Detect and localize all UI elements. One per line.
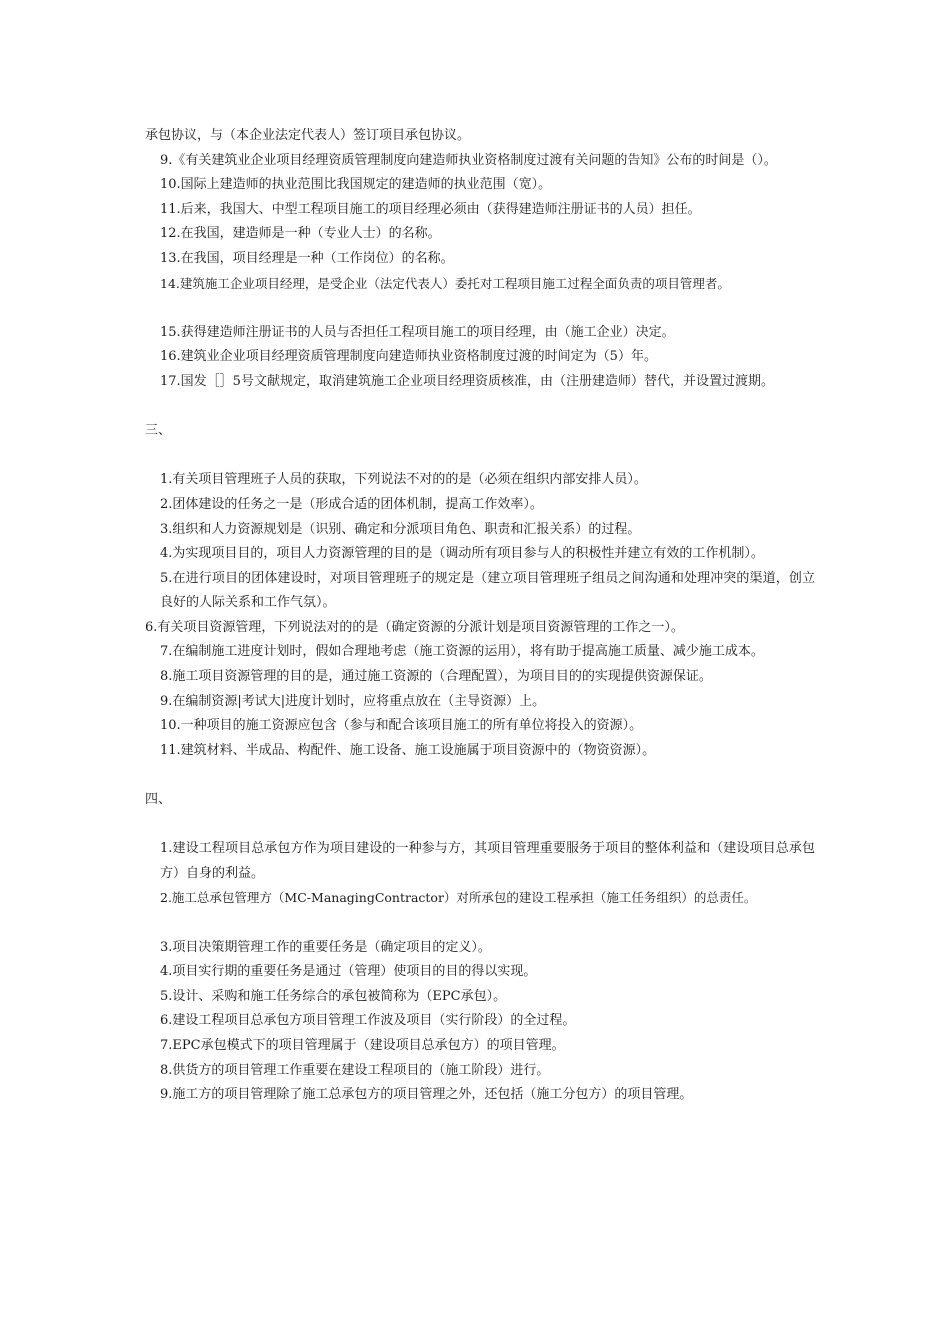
list-item: 2.施工总承包管理方（MC-ManagingContractor）对所承包的建设工程承担（施工任务组织）的总责任。: [160, 890, 757, 906]
list-item: 4.项目实行期的重要任务是通过（管理）使项目的目的得以实现。: [160, 964, 537, 980]
list-item: 16.建筑业企业项目经理资质管理制度向建造师执业资格制度过渡的时间定为（5）年。: [160, 349, 657, 365]
list-item: 9.在编制资源|考试大|进度计划时，应将重点放在（主导资源）上。: [160, 693, 546, 709]
list-item: 3.组织和人力资源规划是（识别、确定和分派项目角色、职责和汇报关系）的过程。: [160, 521, 641, 537]
document-body: [145, 124, 815, 1108]
list-item: 8.施工项目资源管理的目的是，通过施工资源的（合理配置），为项目目的的实现提供资源保证。: [160, 669, 712, 685]
list-item: 15.获得建造师注册证书的人员与否担任工程项目施工的项目经理，由（施工企业）决定。: [160, 324, 675, 340]
list-item: 9.《有关建筑业企业项目经理资质管理制度向建造师执业资格制度过渡有关问题的告知》公布的时间是（）。: [160, 152, 777, 168]
spacer: [145, 395, 815, 420]
list-item: 17.国发［］5号文献规定，取消建筑施工企业项目经理资质核准，由（注册建造师）替代，并设置过渡期。: [160, 373, 774, 389]
list-item: 11.建筑材料、半成品、构配件、施工设备、施工设施属于项目资源中的（物资资源）。: [160, 742, 656, 758]
list-item: 7.在编制施工进度计划时，假如合理地考虑（施工资源的运用），将有助于提高施工质量、减少施工成本。: [160, 644, 764, 660]
paragraph-continuation: 承包协议，与（本企业法定代表人）签订项目承包协议。: [145, 128, 471, 143]
list-item: 5.设计、采购和施工任务综合的承包被简称为（EPC承包）。: [160, 988, 507, 1004]
spacer: [145, 763, 815, 788]
list-item: 6.有关项目资源管理，下列说法对的的是（确定资源的分派计划是项目资源管理的工作之一）。: [145, 619, 684, 635]
list-item: 8.供货方的项目管理工作重要在建设工程项目的（施工阶段）进行。: [160, 1062, 550, 1078]
list-item: 12.在我国，建造师是一种（专业人士）的名称。: [160, 226, 441, 242]
section-heading-4: 四、: [145, 792, 172, 808]
list-item: 10.一种项目的施工资源应包含（参与和配合该项目施工的所有单位将投入的资源）。: [160, 718, 643, 734]
list-item: 5.在进行项目的团体建设时，对项目管理班子的规定是（建立项目管理班子组员之间沟通和处理冲突的渠道，创立良好的人际关系和工作气氛）。: [160, 570, 815, 611]
list-item: 11.后来，我国大、中型工程项目施工的项目经理必须由（获得建造师注册证书的人员）担任。: [160, 201, 701, 217]
section-heading-3: 三、: [145, 423, 172, 439]
spacer: [145, 444, 815, 469]
list-item: 14.建筑施工企业项目经理，是受企业（法定代表人）委托对工程项目施工过程全面负责的项目管理者。: [160, 275, 730, 291]
spacer: [145, 296, 815, 321]
list-item: 4.为实现项目目的，项目人力资源管理的目的是（调动所有项目参与人的积极性并建立有效的工作机制）。: [160, 546, 764, 562]
list-item: 9.施工方的项目管理除了施工总承包方的项目管理之外，还包括（施工分包方）的项目管理。: [160, 1087, 693, 1103]
list-item: 1.有关项目管理班子人员的获取，下列说法不对的的是（必须在组织内部安排人员）。: [160, 472, 647, 488]
list-item: 10.国际上建造师的执业范围比我国规定的建造师的执业范围（宽）。: [160, 177, 552, 193]
spacer: [145, 911, 815, 936]
list-item: 13.在我国，项目经理是一种（工作岗位）的名称。: [160, 250, 454, 266]
list-item: 6.建设工程项目总承包方项目管理工作波及项目（实行阶段）的全过程。: [160, 1013, 576, 1029]
list-item: 7.EPC承包模式下的项目管理属于（建设项目总承包方）的项目管理。: [160, 1037, 565, 1053]
list-item: 2.团体建设的任务之一是（形成合适的团体机制，提高工作效率）。: [160, 496, 543, 512]
list-item: 3.项目决策期管理工作的重要任务是（确定项目的定义）。: [160, 939, 491, 955]
list-item: 1.建设工程项目总承包方作为项目建设的一种参与方，其项目管理重要服务于项目的整体利益和（建设项目总承包方）自身的利益。: [160, 841, 815, 881]
spacer: [145, 813, 815, 838]
